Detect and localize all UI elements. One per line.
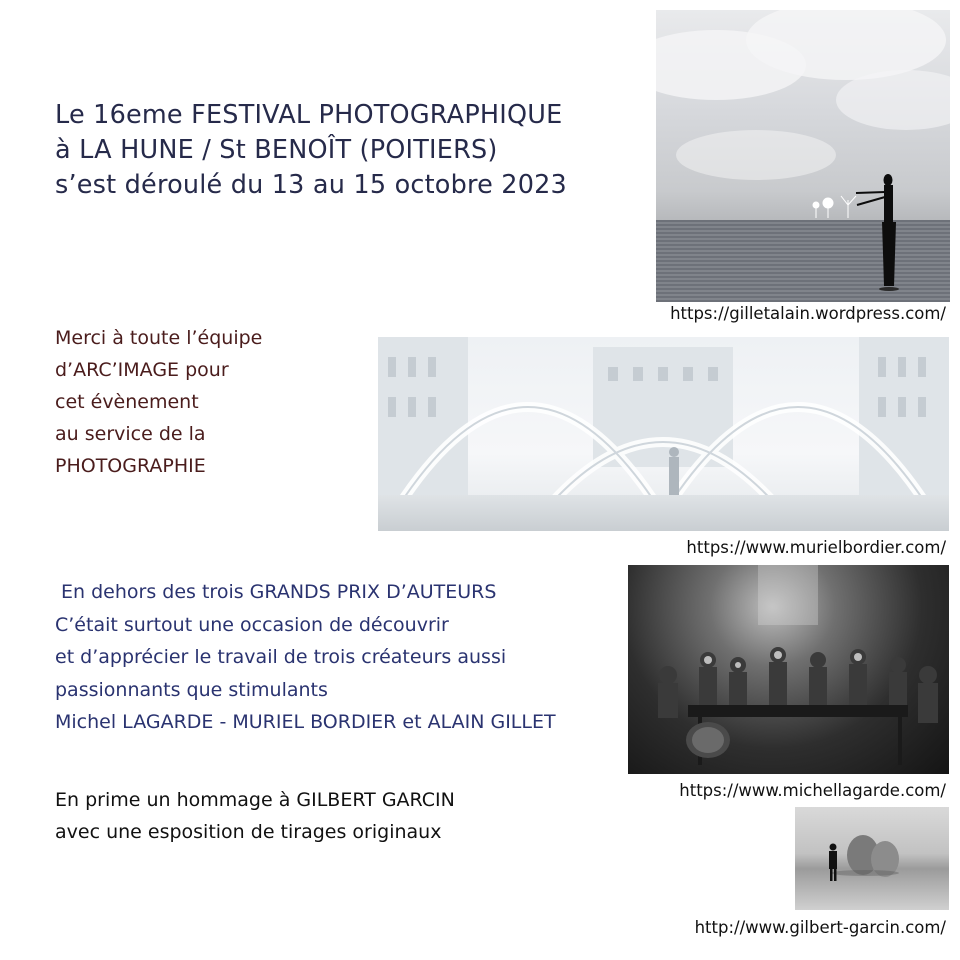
thanks-line: PHOTOGRAPHIE: [55, 455, 206, 477]
tribute-line: En prime un hommage à GILBERT GARCIN: [55, 789, 455, 811]
tribute-line: avec une esposition de tirages originaux: [55, 821, 442, 843]
url-gilletalain[interactable]: https://gilletalain.wordpress.com/: [670, 304, 946, 323]
url-michellagarde[interactable]: https://www.michellagarde.com/: [679, 781, 946, 800]
photo-architecture-hall: [378, 337, 949, 531]
photo-woman-in-field: [656, 10, 950, 302]
title-line-2: à LA HUNE / St BENOÎT (POITIERS): [55, 135, 498, 165]
discovery-line: Michel LAGARDE - MURIEL BORDIER et ALAIN GILLET: [55, 711, 556, 733]
festival-title: [55, 98, 645, 203]
title-line-1: Le 16eme FESTIVAL PHOTOGRAPHIQUE: [55, 100, 563, 130]
discovery-line: et d’apprécier le travail de trois créateurs aussi: [55, 646, 507, 668]
title-line-3: s’est déroulé du 13 au 15 octobre 2023: [55, 170, 567, 200]
thanks-paragraph: [55, 322, 262, 482]
photo-banquet-scene: [628, 565, 949, 774]
url-murielbordier[interactable]: https://www.murielbordier.com/: [686, 538, 946, 557]
url-gilbert-garcin[interactable]: http://www.gilbert-garcin.com/: [694, 918, 946, 937]
thanks-line: cet évènement: [55, 391, 199, 413]
discovery-line: En dehors des trois GRANDS PRIX D’AUTEURS: [55, 581, 497, 603]
thanks-line: Merci à toute l’équipe: [55, 327, 263, 349]
thanks-line: au service de la: [55, 423, 206, 445]
discovery-line: C’était surtout une occasion de découvrir: [55, 613, 449, 636]
discovery-line: passionnants que stimulants: [55, 678, 328, 701]
tribute-paragraph: [55, 784, 455, 848]
photo-man-and-stones: [795, 807, 949, 910]
discovery-paragraph: [55, 576, 556, 739]
thanks-line: d’ARC’IMAGE pour: [55, 359, 229, 381]
